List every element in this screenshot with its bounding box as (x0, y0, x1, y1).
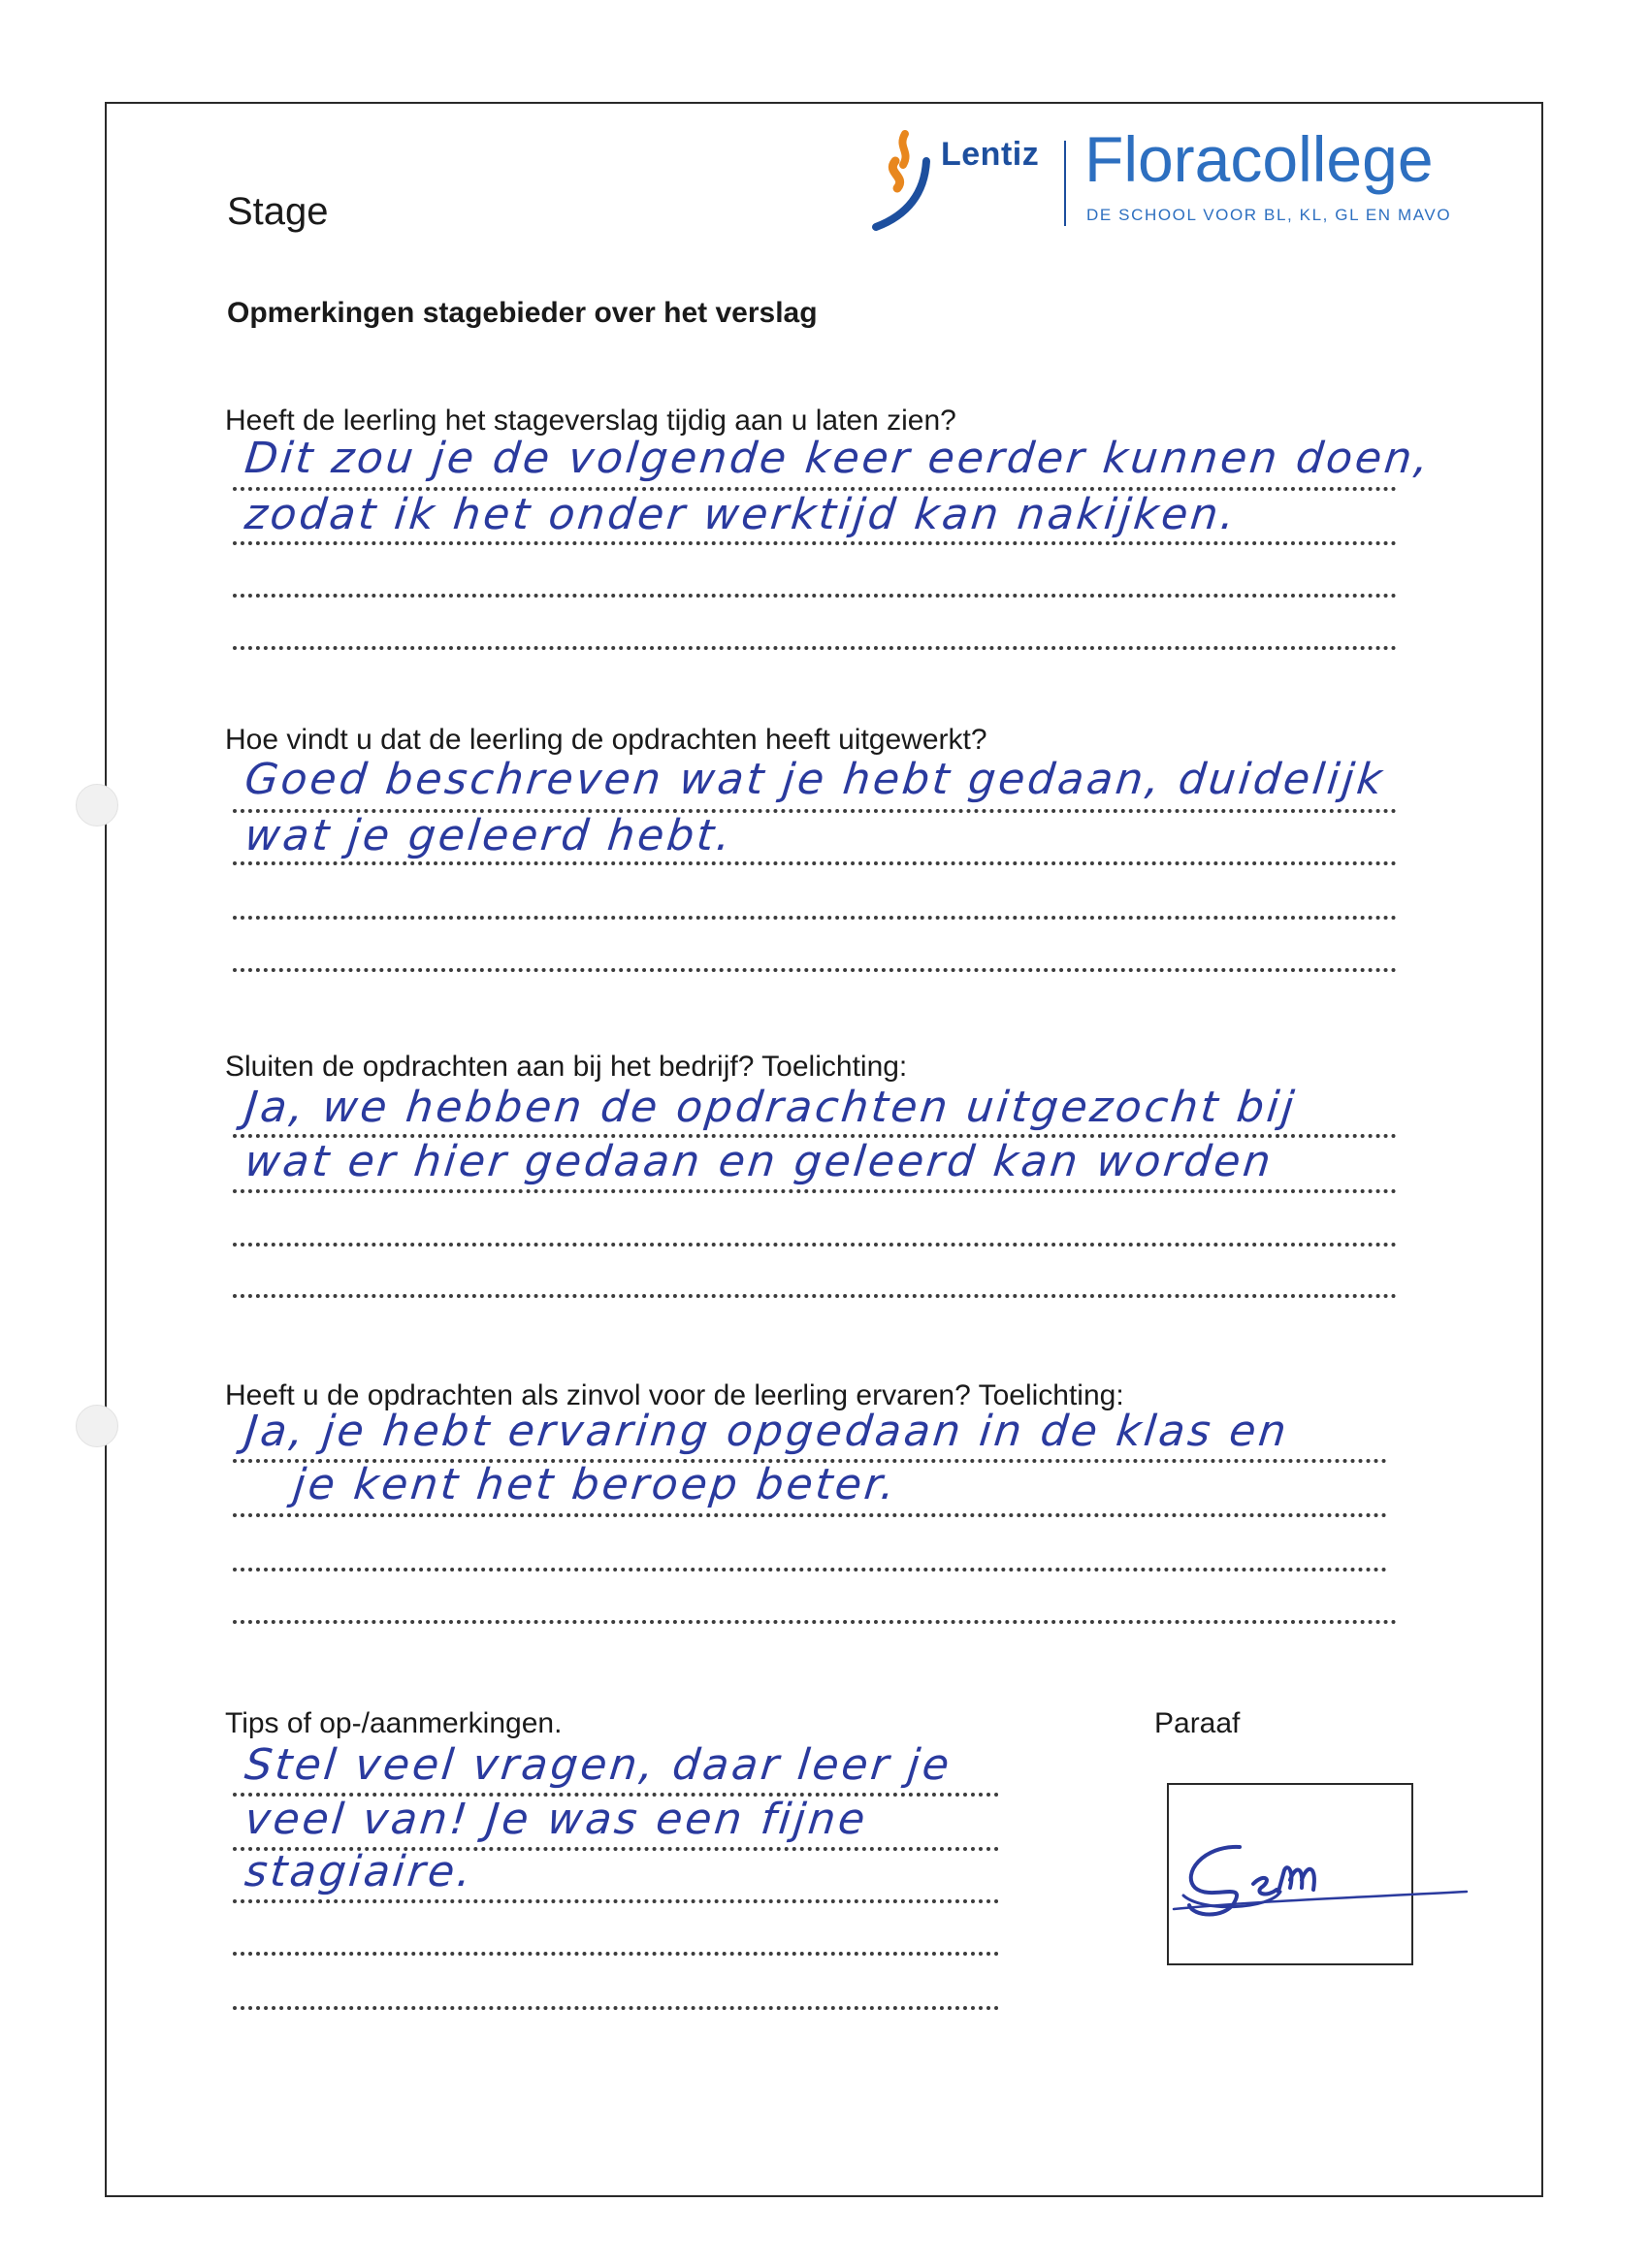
answer-1-line-2: zodat ik het onder werktijd kan nakijken. (242, 490, 1241, 539)
answer-line (233, 646, 1397, 650)
question-2: Hoe vindt u dat de leerling de opdrachten heeft uitgewerkt? (225, 724, 987, 756)
paraaf-label: Paraaf (1154, 1707, 1241, 1739)
answer-line (233, 1899, 999, 1903)
logo-name: Floracollege (1084, 123, 1434, 195)
answer-4-line-1: Ja, je hebt ervaring opgedaan in de klas en (242, 1407, 1292, 1456)
answer-line (233, 861, 1397, 865)
answer-5-line-3: stagiaire. (242, 1847, 477, 1896)
answer-3-line-2: wat er hier gedaan en geleerd kan worden (242, 1137, 1277, 1186)
form-subtitle: Opmerkingen stagebieder over het verslag (227, 297, 818, 329)
answer-line (233, 1513, 1387, 1517)
answer-5-line-2: veel van! Je was een fijne (242, 1795, 871, 1844)
answer-2-line-2: wat je geleerd hebt. (242, 811, 736, 860)
lentiz-logo-mark-icon (868, 126, 938, 233)
answer-line (233, 968, 1397, 972)
answer-2-line-1: Goed beschreven wat je hebt gedaan, duidelijk (242, 755, 1388, 804)
page-title: Stage (227, 190, 329, 233)
question-4: Heeft u de opdrachten als zinvol voor de leerling ervaren? Toelichting: (225, 1379, 1124, 1411)
logo-brand: Lentiz (941, 136, 1040, 173)
answer-line (233, 1243, 1397, 1247)
question-5: Tips of op-/aanmerkingen. (225, 1707, 563, 1739)
answer-line (233, 1620, 1397, 1624)
punch-hole-top (76, 784, 118, 826)
signature-image (1164, 1824, 1474, 1930)
answer-line (233, 1952, 999, 1956)
logo-tagline: DE SCHOOL VOOR BL, KL, GL EN MAVO (1086, 206, 1452, 224)
question-1: Heeft de leerling het stageverslag tijdig aan u laten zien? (225, 405, 956, 437)
answer-1-line-1: Dit zou je de volgende keer eerder kunnen doen, (242, 434, 1434, 483)
answer-line (233, 1294, 1397, 1298)
answer-line (233, 1568, 1387, 1571)
answer-line (233, 916, 1397, 920)
answer-line (233, 2006, 999, 2010)
logo-divider (1064, 141, 1066, 226)
answer-line (233, 1189, 1397, 1193)
question-3: Sluiten de opdrachten aan bij het bedrijf? Toelichting: (225, 1051, 908, 1083)
answer-line (233, 541, 1397, 545)
answer-4-line-2: je kent het beroep beter. (291, 1460, 900, 1509)
answer-5-line-1: Stel veel vragen, daar leer je (242, 1740, 954, 1790)
answer-3-line-1: Ja, we hebben de opdrachten uitgezocht bij (242, 1083, 1300, 1132)
punch-hole-bottom (76, 1405, 118, 1447)
answer-line (233, 594, 1397, 598)
